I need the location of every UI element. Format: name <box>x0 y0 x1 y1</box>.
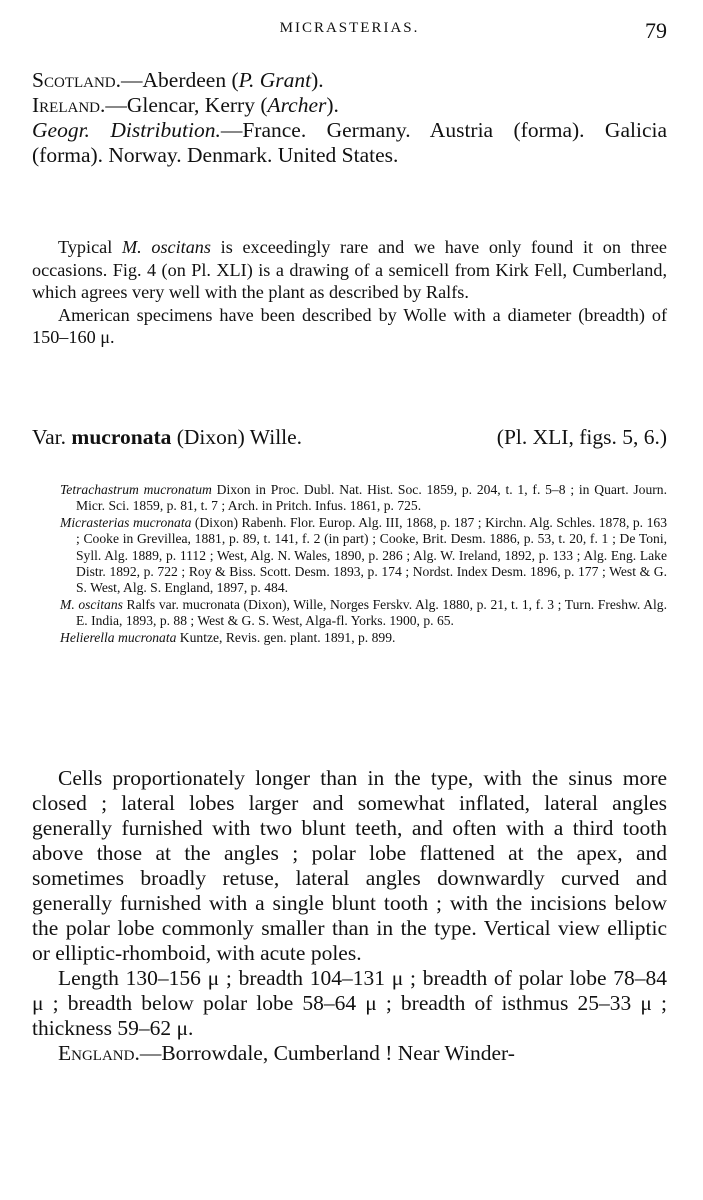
scotland-label: Scotland. <box>32 68 121 92</box>
geographic-distribution <box>32 118 667 168</box>
scotland-record <box>32 68 667 93</box>
scotland-collector: P. Grant <box>238 68 312 92</box>
variety-name: mucronata <box>71 425 172 449</box>
variety-prefix: Var. <box>32 425 72 449</box>
ireland-record <box>32 93 667 118</box>
intro-p1-a: Typical <box>58 237 122 257</box>
running-title: MICRASTERIAS. <box>279 20 420 36</box>
geogr-label: Geogr. Distribution. <box>32 118 221 142</box>
intro-paragraph-1 <box>32 236 667 304</box>
ireland-label: Ireland. <box>32 93 106 117</box>
scotland-end: ). <box>311 68 324 92</box>
intro-paragraph-2: American specimens have been described by Wolle with a diameter (breadth) of 150–160 μ. <box>32 304 667 347</box>
intro-section <box>32 236 667 349</box>
reference-taxon: Tetrachastrum mucronatum <box>60 482 212 497</box>
ireland-collector: Archer <box>267 93 327 117</box>
measurements-paragraph: Length 130–156 μ ; breadth 104–131 μ ; breadth of polar lobe 78–84 μ ; breadth below polar lobe 58–64 μ ; breadth of isthmus 25–33 μ ; thickness 59–62 μ. <box>32 966 667 1040</box>
england-record <box>32 1041 667 1066</box>
reference-text: (Dixon) Rabenh. Flor. Europ. Alg. III, 1868, p. 187 ; Kirchn. Alg. Schles. 1878, p. 163 ; Cooke in Grevillea, 1881, p. 89, t. 141, f. 2 (in part) ; Cooke, Brit. Desm. 1886, p. 53, t. 20, f. 1 ; De Toni, Syll. Alg. 1889, p. 1112 ; West, Alg. N. Wales, 1890, p. 286 ; Alg. W. Ireland, 1892, p. 133 ; Alg. Eng. Lake Distr. 1892, p. 722 ; Roy & Biss. Scott. Desm. 1893, p. 174 ; Nordst. Index Desm. 1896, p. 177 ; West & G. S. West, Alg. S. England, 1897, p. 484. <box>76 514 667 596</box>
reference-entry <box>32 515 667 597</box>
running-head <box>32 20 667 46</box>
scotland-text: —Aberdeen ( <box>121 68 239 92</box>
reference-text: Dixon in Proc. Dubl. Nat. Hist. Soc. 1859, p. 204, t. 1, f. 5–8 ; in Quart. Journ. Micr. Sci. 1859, p. 81, t. 7 ; Arch. in Pritch. Infus. 1861, p. 725. <box>76 482 668 514</box>
ireland-end: ). <box>326 93 339 117</box>
reference-entry <box>32 482 667 515</box>
intro-p1-b: is exceedingly rare and we have only found it on three occasions. Fig. 4 (on Pl. XLI) is a drawing of a semicell from Kirk Fell, Cumberland, which agrees very well with the plant as described by Ralfs. <box>32 237 667 302</box>
description-paragraph: Cells proportionately longer than in the type, with the sinus more closed ; lateral lobes larger and somewhat inflated, lateral angles generally furnished with two blunt teeth, and often with a third tooth above those at the angles ; polar lobe flattened at the apex, and sometimes broadly retuse, lateral angles downwardly curved and generally furnished with a single blunt tooth ; with the incisions below the polar lobe commonly smaller than in the type. Vertical view elliptic or elliptic-rhomboid, with acute poles. <box>32 766 667 965</box>
synonymy-references <box>32 482 667 646</box>
variety-authority: (Dixon) Wille. <box>171 425 303 449</box>
reference-taxon: Micrasterias mucronata <box>60 514 192 530</box>
reference-taxon: Helierella mucronata <box>60 629 177 645</box>
variety-heading <box>32 424 667 450</box>
reference-taxon: M. oscitans <box>60 596 123 612</box>
variety-title <box>32 424 302 450</box>
ireland-text: —Glencar, Kerry ( <box>105 93 268 117</box>
reference-entry <box>32 597 667 630</box>
england-label: England. <box>58 1041 140 1065</box>
variety-plate: (Pl. XLI, figs. 5, 6.) <box>496 425 667 449</box>
geogr-text: —France. Germany. Austria (forma). Galicia (forma). Norway. Denmark. United States. <box>32 118 667 167</box>
england-text: —Borrowdale, Cumberland ! Near Winder- <box>139 1041 515 1065</box>
description-section <box>32 766 667 1066</box>
distribution-section <box>32 68 667 168</box>
reference-entry <box>32 630 667 646</box>
intro-species: M. oscitans <box>121 237 211 257</box>
reference-text: Ralfs var. mucronata (Dixon), Wille, Norges Ferskv. Alg. 1880, p. 21, t. 1, f. 3 ; Turn. Freshw. Alg. E. India, 1893, p. 88 ; West & G. S. West, Alga-fl. Yorks. 1900, p. 65. <box>76 596 667 629</box>
page-number: 79 <box>645 18 667 43</box>
reference-text: Kuntze, Revis. gen. plant. 1891, p. 899. <box>176 629 396 645</box>
